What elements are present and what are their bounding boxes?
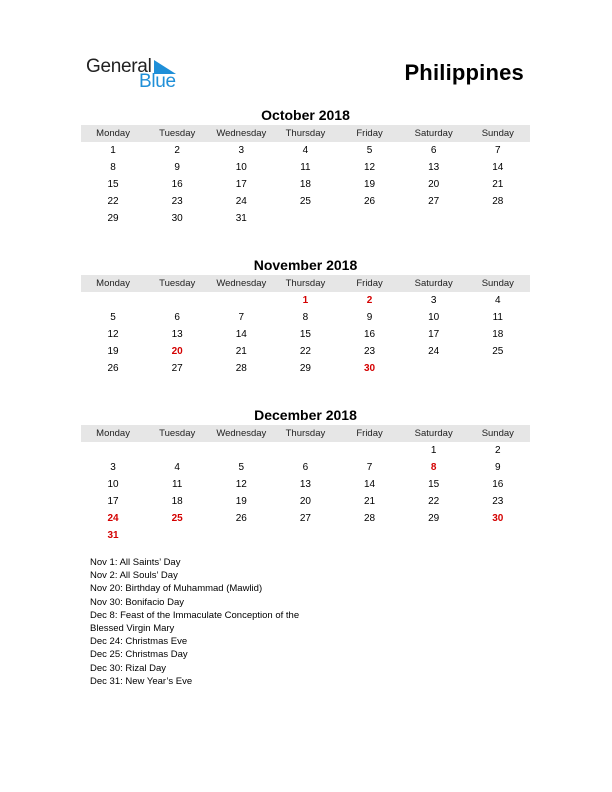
week-row [81,476,530,493]
week-row [81,193,530,210]
weekday-header-friday: Friday [356,128,383,139]
day-cell: 26 [364,196,376,207]
day-cell: 17 [107,496,119,507]
day-cell: 13 [171,329,183,340]
weekday-header-wednesday: Wednesday [216,128,267,139]
day-cell: 8 [110,162,116,173]
day-cell: 14 [492,162,504,173]
empty-day-cell [273,527,337,544]
week-row [81,326,530,343]
day-cell: 15 [107,179,119,190]
day-cell: 4 [174,462,180,473]
week-row [81,360,530,377]
empty-day-cell [209,527,273,544]
day-cell: 18 [492,329,504,340]
day-cell: 24 [107,513,119,524]
day-cell: 6 [302,462,309,473]
empty-day-cell [338,527,402,544]
day-cell: 12 [107,329,119,340]
holiday-list-item: Dec 25: Christmas Day [90,649,188,661]
week-row [81,510,530,527]
day-cell: 27 [428,196,440,207]
weekday-header-saturday: Saturday [414,428,453,439]
day-cell: 22 [299,346,311,357]
day-cell: 5 [366,145,373,156]
empty-day-cell [81,442,145,459]
day-cell: 25 [492,346,504,357]
logo-text-blue: Blue [139,71,176,92]
empty-day-cell [273,210,337,227]
month-calendar-october [81,106,530,227]
day-cell: 10 [107,479,119,490]
empty-day-cell [145,527,209,544]
day-cell: 23 [364,346,376,357]
week-row [81,527,530,544]
weekday-header-thursday: Thursday [285,128,326,139]
week-row [81,159,530,176]
day-cell: 31 [107,530,119,541]
day-cell: 20 [428,179,440,190]
day-cell: 7 [238,312,245,323]
week-row [81,459,530,476]
day-cell: 10 [428,312,440,323]
week-row [81,493,530,510]
day-cell: 2 [495,445,501,456]
week-row [81,309,530,326]
month-title: December 2018 [254,407,357,423]
weeks-container [81,142,530,227]
holiday-list-item: Nov 20: Birthday of Muhammad (Mawlid) [90,583,263,595]
day-cell: 21 [492,179,504,190]
day-cell: 20 [171,346,183,357]
day-cell: 30 [171,213,183,224]
week-row [81,210,530,227]
holiday-list-item: Nov 2: All Souls’ Day [90,570,178,582]
day-cell: 11 [300,162,311,173]
day-cell: 5 [238,462,245,473]
day-cell: 20 [299,496,311,507]
empty-day-cell [466,527,530,544]
day-cell: 5 [110,312,116,323]
empty-day-cell [338,442,402,459]
day-cell: 17 [428,329,440,340]
weekday-header-saturday: Saturday [414,278,453,289]
day-cell: 1 [110,145,116,156]
day-cell: 8 [430,462,437,473]
day-cell: 8 [302,312,309,323]
weekday-header-sunday: Sunday [481,128,514,139]
day-cell: 3 [430,295,437,306]
day-cell: 2 [366,295,373,306]
day-cell: 29 [428,513,440,524]
holiday-list-item: Dec 31: New Year’s Eve [90,675,193,687]
day-cell: 22 [428,496,440,507]
day-cell: 26 [235,513,247,524]
weekday-header-wednesday: Wednesday [216,278,267,289]
day-cell: 12 [235,479,247,490]
empty-day-cell [338,210,402,227]
day-cell: 30 [364,363,376,374]
day-cell: 1 [430,445,437,456]
day-cell: 14 [364,479,376,490]
day-cell: 6 [174,312,180,323]
weekday-header-sunday: Sunday [481,428,514,439]
weekday-header-thursday: Thursday [285,428,326,439]
weekday-header-friday: Friday [356,428,383,439]
day-cell: 28 [492,196,504,207]
day-cell: 25 [299,196,311,207]
day-cell: 4 [302,145,309,156]
day-cell: 28 [235,363,247,374]
holiday-list [90,556,299,688]
day-cell: 22 [107,196,119,207]
day-cell: 16 [364,329,376,340]
holiday-list-item: Nov 1: All Saints’ Day [90,557,181,568]
country-title: Philippines [404,60,524,85]
day-cell: 16 [171,179,183,190]
empty-day-cell [145,442,209,459]
empty-day-cell [209,442,273,459]
weekday-header-tuesday: Tuesday [159,278,196,289]
month-calendar-december [81,406,530,544]
day-cell: 31 [235,213,247,224]
day-cell: 18 [171,496,183,507]
weekday-header-saturday: Saturday [414,128,453,139]
weekday-header-monday: Monday [96,278,130,289]
day-cell: 15 [299,329,311,340]
weekday-header-thursday: Thursday [285,278,326,289]
weekday-header-monday: Monday [96,128,130,139]
day-cell: 29 [299,363,311,374]
day-cell: 27 [299,513,311,524]
week-row [81,176,530,193]
day-cell: 3 [238,145,245,156]
day-cell: 28 [364,513,376,524]
day-cell: 29 [107,213,119,224]
weekday-header-row [81,275,530,292]
week-row [81,292,530,309]
weekday-header-tuesday: Tuesday [159,128,196,139]
day-cell: 13 [299,479,311,490]
month-title: November 2018 [253,257,358,273]
empty-day-cell [402,210,466,227]
day-cell: 19 [364,179,376,190]
day-cell: 15 [428,479,440,490]
day-cell: 14 [235,329,247,340]
weekday-header-wednesday: Wednesday [216,428,267,439]
day-cell: 4 [495,295,501,306]
day-cell: 9 [495,462,501,473]
day-cell: 11 [171,479,183,490]
empty-day-cell [81,292,145,309]
weekday-header-friday: Friday [356,278,383,289]
day-cell: 25 [171,513,183,524]
holiday-list-item: Nov 30: Bonifacio Day [90,596,184,608]
month-title: October 2018 [261,107,350,123]
day-cell: 13 [428,162,440,173]
day-cell: 7 [495,145,501,156]
day-cell: 9 [366,312,373,323]
day-cell: 1 [302,295,309,306]
empty-day-cell [273,442,337,459]
day-cell: 17 [235,179,247,190]
generalblue-logo [86,56,196,92]
week-row [81,442,530,459]
day-cell: 2 [174,145,180,156]
empty-day-cell [402,360,466,377]
empty-day-cell [209,292,273,309]
day-cell: 19 [107,346,119,357]
weeks-container [81,442,530,544]
day-cell: 24 [235,196,247,207]
empty-day-cell [466,210,530,227]
holiday-list-item: Dec 30: Rizal Day [90,662,167,674]
day-cell: 19 [235,496,247,507]
day-cell: 18 [299,179,311,190]
day-cell: 21 [235,346,247,357]
empty-day-cell [402,527,466,544]
weeks-container [81,292,530,377]
month-calendar-november [81,256,530,377]
day-cell: 27 [171,363,183,374]
weekday-header-row [81,125,530,142]
weekday-header-row [81,425,530,442]
day-cell: 10 [235,162,247,173]
weekday-header-monday: Monday [96,428,130,439]
day-cell: 6 [430,145,437,156]
holiday-list-item: Blessed Virgin Mary [90,623,175,635]
day-cell: 21 [364,496,376,507]
day-cell: 23 [171,196,183,207]
day-cell: 11 [492,312,503,323]
week-row [81,343,530,360]
holiday-list-item: Dec 8: Feast of the Immaculate Conception of the [90,609,300,621]
day-cell: 23 [492,496,504,507]
weekday-header-sunday: Sunday [481,278,514,289]
empty-day-cell [145,292,209,309]
day-cell: 3 [110,462,116,473]
day-cell: 24 [428,346,440,357]
weekday-header-tuesday: Tuesday [159,428,196,439]
day-cell: 7 [366,462,373,473]
day-cell: 16 [492,479,504,490]
logo-text-general: General [86,56,152,77]
empty-day-cell [466,360,530,377]
day-cell: 26 [107,363,119,374]
day-cell: 12 [364,162,376,173]
week-row [81,142,530,159]
holiday-list-item: Dec 24: Christmas Eve [90,636,188,648]
day-cell: 9 [174,162,180,173]
day-cell: 30 [492,513,504,524]
